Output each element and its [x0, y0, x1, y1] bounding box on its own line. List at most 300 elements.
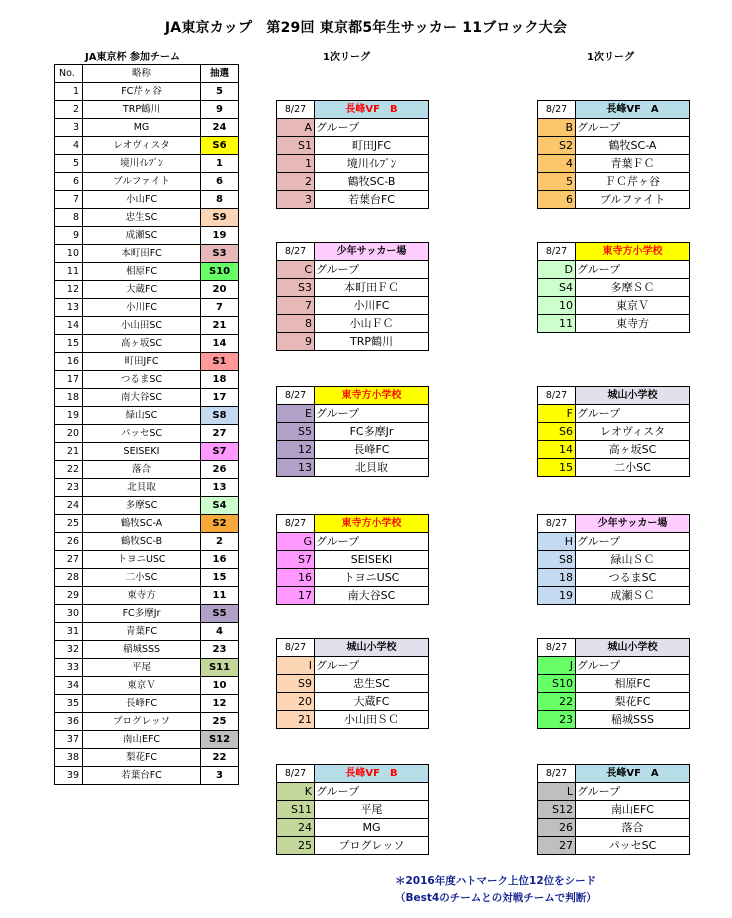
group-label-row [277, 261, 429, 279]
venue-name: 長峰VF A [576, 765, 690, 783]
team-name: MG [83, 119, 201, 137]
header-seed: 抽選 [201, 65, 239, 83]
table-row [55, 227, 239, 245]
team-name: トヨニUSC [315, 569, 429, 587]
team-number: 34 [55, 677, 83, 695]
team-name: 境川ｲﾚﾌﾞﾝ [83, 155, 201, 173]
team-name: 北貝取 [315, 459, 429, 477]
team-name: 町田JFC [83, 353, 201, 371]
group-team-row [538, 711, 690, 729]
table-row [55, 101, 239, 119]
team-name: 東寺方 [83, 587, 201, 605]
group-header-row [538, 639, 690, 657]
match-date: 8/27 [538, 765, 576, 783]
group-label: グループ [576, 119, 690, 137]
seed-note-detail: （Best4のチームとの対戦チームで判断） [395, 892, 597, 904]
team-code: 8 [277, 315, 315, 333]
table-row [55, 767, 239, 785]
team-number: 26 [55, 533, 83, 551]
team-number: 15 [55, 335, 83, 353]
group-header-row [538, 515, 690, 533]
group-letter: C [277, 261, 315, 279]
draw-seed: 13 [201, 479, 239, 497]
team-number: 14 [55, 317, 83, 335]
team-code: 10 [538, 297, 576, 315]
team-name: レオヴィスタ [576, 423, 690, 441]
table-row [55, 263, 239, 281]
team-name: 相原FC [83, 263, 201, 281]
team-number: 25 [55, 515, 83, 533]
group-letter: B [538, 119, 576, 137]
group-team-row [277, 675, 429, 693]
group-letter: J [538, 657, 576, 675]
draw-seed: S3 [201, 245, 239, 263]
draw-seed: 22 [201, 749, 239, 767]
team-name: 若葉台FC [83, 767, 201, 785]
team-code: S9 [277, 675, 315, 693]
team-number: 1 [55, 83, 83, 101]
match-date: 8/27 [277, 387, 315, 405]
roster-heading: JA東京杯 参加チーム [85, 52, 180, 63]
group-letter: G [277, 533, 315, 551]
team-name: 長峰FC [83, 695, 201, 713]
team-name: 小川FC [83, 299, 201, 317]
team-name: 稲城SSS [83, 641, 201, 659]
draw-seed: 12 [201, 695, 239, 713]
table-row [55, 695, 239, 713]
team-number: 28 [55, 569, 83, 587]
team-name: 青葉ＦＣ [576, 155, 690, 173]
team-number: 11 [55, 263, 83, 281]
team-name: 本町田FC [83, 245, 201, 263]
group-label: グループ [315, 119, 429, 137]
team-name: 東京Ｖ [576, 297, 690, 315]
group-letter: A [277, 119, 315, 137]
table-row [55, 173, 239, 191]
group-team-row [538, 173, 690, 191]
team-number: 37 [55, 731, 83, 749]
team-name: プログレッソ [315, 837, 429, 855]
table-row [55, 569, 239, 587]
draw-seed: 24 [201, 119, 239, 137]
team-name: FC多摩Jr [83, 605, 201, 623]
group-team-row [538, 693, 690, 711]
group-label-row [538, 657, 690, 675]
team-name: パッセSC [576, 837, 690, 855]
draw-seed: S9 [201, 209, 239, 227]
draw-seed: S5 [201, 605, 239, 623]
group-team-row [277, 693, 429, 711]
draw-seed: 10 [201, 677, 239, 695]
match-date: 8/27 [538, 515, 576, 533]
draw-seed: 1 [201, 155, 239, 173]
draw-seed: 8 [201, 191, 239, 209]
draw-seed: 23 [201, 641, 239, 659]
team-code: 9 [277, 333, 315, 351]
table-row [55, 371, 239, 389]
group-letter: L [538, 783, 576, 801]
team-code: 18 [538, 569, 576, 587]
header-name: 略称 [83, 65, 201, 83]
group-team-row [538, 675, 690, 693]
team-name: 大蔵FC [83, 281, 201, 299]
team-name: MG [315, 819, 429, 837]
venue-name: 城山小学校 [576, 639, 690, 657]
table-row [55, 731, 239, 749]
team-code: S1 [277, 137, 315, 155]
team-number: 12 [55, 281, 83, 299]
team-number: 8 [55, 209, 83, 227]
team-number: 16 [55, 353, 83, 371]
table-row [55, 515, 239, 533]
group-label-row [538, 783, 690, 801]
team-name: SEISEKI [315, 551, 429, 569]
group-header-row [538, 387, 690, 405]
team-code: 6 [538, 191, 576, 209]
draw-seed: 17 [201, 389, 239, 407]
team-number: 20 [55, 425, 83, 443]
group-team-row [538, 801, 690, 819]
table-row [55, 245, 239, 263]
group-header-row [277, 101, 429, 119]
group-team-row [538, 155, 690, 173]
team-name: 忠生SC [315, 675, 429, 693]
group-team-row [277, 297, 429, 315]
draw-seed: S7 [201, 443, 239, 461]
table-row [55, 425, 239, 443]
team-code: 20 [277, 693, 315, 711]
team-name: プログレッソ [83, 713, 201, 731]
group-table-c [276, 242, 429, 351]
team-number: 3 [55, 119, 83, 137]
team-number: 39 [55, 767, 83, 785]
venue-name: 東寺方小学校 [315, 387, 429, 405]
group-team-row [277, 315, 429, 333]
group-team-row [277, 423, 429, 441]
group-team-row [277, 551, 429, 569]
group-team-row [277, 191, 429, 209]
draw-seed: 4 [201, 623, 239, 641]
group-label-row [277, 533, 429, 551]
league-heading-left: 1次リーグ [323, 52, 370, 63]
team-code: S3 [277, 279, 315, 297]
team-number: 38 [55, 749, 83, 767]
group-header-row [538, 765, 690, 783]
team-code: 7 [277, 297, 315, 315]
team-number: 32 [55, 641, 83, 659]
table-row [55, 659, 239, 677]
team-name: SEISEKI [83, 443, 201, 461]
team-name: 平尾 [83, 659, 201, 677]
team-name: 境川ｲﾚﾌﾞﾝ [315, 155, 429, 173]
team-name: 相原FC [576, 675, 690, 693]
draw-seed: 5 [201, 83, 239, 101]
draw-seed: 21 [201, 317, 239, 335]
group-letter: I [277, 657, 315, 675]
team-name: 多摩ＳＣ [576, 279, 690, 297]
table-row [55, 281, 239, 299]
group-table-d [537, 242, 690, 333]
group-label: グループ [576, 783, 690, 801]
group-letter: D [538, 261, 576, 279]
page-title: JA東京カップ 第29回 東京都5年生サッカー 11ブロック大会 [164, 20, 568, 36]
team-code: 3 [277, 191, 315, 209]
team-name: 長峰FC [315, 441, 429, 459]
group-team-row [538, 137, 690, 155]
team-number: 5 [55, 155, 83, 173]
table-row [55, 155, 239, 173]
team-code: 15 [538, 459, 576, 477]
team-number: 6 [55, 173, 83, 191]
group-header-row [277, 639, 429, 657]
group-label-row [277, 657, 429, 675]
group-team-row [277, 441, 429, 459]
group-label-row [277, 119, 429, 137]
group-team-row [538, 423, 690, 441]
table-row [55, 353, 239, 371]
group-label: グループ [315, 261, 429, 279]
team-name: 南山EFC [576, 801, 690, 819]
group-letter: F [538, 405, 576, 423]
team-number: 27 [55, 551, 83, 569]
table-row [55, 749, 239, 767]
league-heading-right: 1次リーグ [587, 52, 634, 63]
table-row [55, 623, 239, 641]
draw-seed: 3 [201, 767, 239, 785]
team-code: 21 [277, 711, 315, 729]
team-code: S8 [538, 551, 576, 569]
team-number: 19 [55, 407, 83, 425]
draw-seed: 2 [201, 533, 239, 551]
seed-note: ＊2016年度ハトマーク上位12位をシード [395, 875, 597, 887]
table-row [55, 137, 239, 155]
draw-seed: 19 [201, 227, 239, 245]
group-letter: H [538, 533, 576, 551]
team-name: 小川FC [315, 297, 429, 315]
group-table-e [276, 386, 429, 477]
team-code: 11 [538, 315, 576, 333]
group-team-row [538, 819, 690, 837]
table-row [55, 641, 239, 659]
team-code: 19 [538, 587, 576, 605]
group-label: グループ [576, 405, 690, 423]
table-row [55, 479, 239, 497]
team-name: レオヴィスタ [83, 137, 201, 155]
table-row [55, 191, 239, 209]
group-label: グループ [576, 657, 690, 675]
group-team-row [538, 191, 690, 209]
group-team-row [538, 297, 690, 315]
team-code: 2 [277, 173, 315, 191]
group-team-row [538, 315, 690, 333]
team-name: 南大谷SC [83, 389, 201, 407]
team-name: 鶴牧SC-A [83, 515, 201, 533]
group-label: グループ [315, 405, 429, 423]
draw-seed: 26 [201, 461, 239, 479]
match-date: 8/27 [277, 515, 315, 533]
team-name: 高ヶ坂SC [83, 335, 201, 353]
team-code: S10 [538, 675, 576, 693]
group-team-row [538, 441, 690, 459]
team-code: 27 [538, 837, 576, 855]
group-header-row [277, 765, 429, 783]
draw-seed: S10 [201, 263, 239, 281]
group-team-row [277, 137, 429, 155]
group-team-row [277, 333, 429, 351]
team-number: 22 [55, 461, 83, 479]
team-name: 東寺方 [576, 315, 690, 333]
match-date: 8/27 [277, 639, 315, 657]
draw-seed: S4 [201, 497, 239, 515]
group-header-row [277, 387, 429, 405]
group-header-row [277, 243, 429, 261]
team-code: S7 [277, 551, 315, 569]
group-label: グループ [576, 261, 690, 279]
table-row [55, 713, 239, 731]
match-date: 8/27 [277, 765, 315, 783]
venue-name: 長峰VF B [315, 765, 429, 783]
group-table-a [276, 100, 429, 209]
group-table-g [276, 514, 429, 605]
header-no: No. [55, 65, 83, 83]
team-name: 小山田ＳＣ [315, 711, 429, 729]
match-date: 8/27 [538, 101, 576, 119]
group-table-i [276, 638, 429, 729]
group-table-l [537, 764, 690, 855]
group-team-row [277, 819, 429, 837]
team-name: 鶴牧SC-B [315, 173, 429, 191]
team-code: 13 [277, 459, 315, 477]
team-name: 忠生SC [83, 209, 201, 227]
draw-seed: 18 [201, 371, 239, 389]
draw-seed: S6 [201, 137, 239, 155]
group-label-row [277, 405, 429, 423]
team-name: TRP鶴川 [315, 333, 429, 351]
team-name: つるまSC [576, 569, 690, 587]
draw-seed: 11 [201, 587, 239, 605]
match-date: 8/27 [277, 101, 315, 119]
team-code: 14 [538, 441, 576, 459]
group-team-row [538, 569, 690, 587]
table-row [55, 533, 239, 551]
team-name: 高ヶ坂SC [576, 441, 690, 459]
group-team-row [277, 587, 429, 605]
team-name: ＦＣ芹ヶ谷 [576, 173, 690, 191]
team-number: 21 [55, 443, 83, 461]
roster-table [54, 64, 239, 785]
draw-seed: S11 [201, 659, 239, 677]
draw-seed: 25 [201, 713, 239, 731]
team-name: 北貝取 [83, 479, 201, 497]
group-team-row [277, 173, 429, 191]
draw-seed: 7 [201, 299, 239, 317]
team-name: 南山EFC [83, 731, 201, 749]
venue-name: 城山小学校 [576, 387, 690, 405]
team-code: S6 [538, 423, 576, 441]
venue-name: 城山小学校 [315, 639, 429, 657]
team-number: 24 [55, 497, 83, 515]
table-row [55, 443, 239, 461]
team-code: 25 [277, 837, 315, 855]
team-name: 青葉FC [83, 623, 201, 641]
draw-seed: 27 [201, 425, 239, 443]
team-code: 26 [538, 819, 576, 837]
match-date: 8/27 [277, 243, 315, 261]
venue-name: 東寺方小学校 [576, 243, 690, 261]
table-row [55, 299, 239, 317]
table-row [55, 407, 239, 425]
team-name: 東京Ｖ [83, 677, 201, 695]
team-number: 23 [55, 479, 83, 497]
group-header-row [277, 515, 429, 533]
group-label-row [277, 783, 429, 801]
team-name: 緑山SC [83, 407, 201, 425]
team-code: S5 [277, 423, 315, 441]
team-name: 小山FC [83, 191, 201, 209]
group-team-row [277, 155, 429, 173]
team-number: 7 [55, 191, 83, 209]
team-name: トヨニUSC [83, 551, 201, 569]
group-label-row [538, 261, 690, 279]
team-code: S2 [538, 137, 576, 155]
team-name: 若葉台FC [315, 191, 429, 209]
group-team-row [277, 837, 429, 855]
draw-seed: S2 [201, 515, 239, 533]
team-name: 町田JFC [315, 137, 429, 155]
team-number: 17 [55, 371, 83, 389]
group-team-row [277, 801, 429, 819]
team-code: 4 [538, 155, 576, 173]
team-number: 36 [55, 713, 83, 731]
table-row [55, 497, 239, 515]
team-number: 2 [55, 101, 83, 119]
team-name: 本町田ＦＣ [315, 279, 429, 297]
venue-name: 少年サッカー場 [315, 243, 429, 261]
team-number: 10 [55, 245, 83, 263]
team-code: 23 [538, 711, 576, 729]
team-code: 16 [277, 569, 315, 587]
venue-name: 少年サッカー場 [576, 515, 690, 533]
team-name: 二小SC [83, 569, 201, 587]
draw-seed: S8 [201, 407, 239, 425]
table-row [55, 335, 239, 353]
match-date: 8/27 [538, 387, 576, 405]
team-code: 17 [277, 587, 315, 605]
team-code: 22 [538, 693, 576, 711]
table-row [55, 605, 239, 623]
draw-seed: 16 [201, 551, 239, 569]
team-code: S11 [277, 801, 315, 819]
group-label: グループ [315, 533, 429, 551]
draw-seed: 15 [201, 569, 239, 587]
team-number: 33 [55, 659, 83, 677]
group-label: グループ [576, 533, 690, 551]
table-row [55, 83, 239, 101]
roster-header-row [55, 65, 239, 83]
team-number: 9 [55, 227, 83, 245]
group-header-row [538, 243, 690, 261]
group-team-row [538, 459, 690, 477]
group-team-row [538, 551, 690, 569]
team-name: 多摩SC [83, 497, 201, 515]
team-name: 梨花FC [576, 693, 690, 711]
team-number: 13 [55, 299, 83, 317]
table-row [55, 587, 239, 605]
draw-seed: 20 [201, 281, 239, 299]
group-label-row [538, 405, 690, 423]
team-name: 二小SC [576, 459, 690, 477]
group-table-k [276, 764, 429, 855]
